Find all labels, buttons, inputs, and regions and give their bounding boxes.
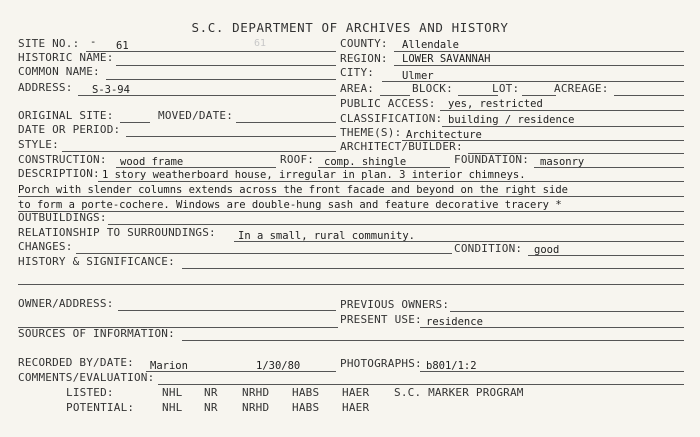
classification-label: CLASSIFICATION: xyxy=(340,112,443,125)
description-rule-2 xyxy=(18,196,684,197)
original-site-line xyxy=(120,122,150,123)
owner-address-label: OWNER/ADDRESS: xyxy=(18,297,114,310)
previous-owners-label: PREVIOUS OWNERS: xyxy=(340,298,450,311)
relationship-value: In a small, rural community. xyxy=(238,230,416,242)
address-label: ADDRESS: xyxy=(18,81,73,94)
site-no-prefix: - xyxy=(90,36,97,48)
description-rule-1 xyxy=(98,181,684,182)
site-no-pencil-note: 61 xyxy=(254,38,267,49)
county-line xyxy=(394,51,684,52)
roof-label: ROOF: xyxy=(280,153,315,166)
recorded-date-value: 1/30/80 xyxy=(256,360,301,372)
city-label: CITY: xyxy=(340,66,375,79)
site-no-line xyxy=(86,51,336,52)
condition-label: CONDITION: xyxy=(454,242,523,255)
description-label: DESCRIPTION: xyxy=(18,167,100,180)
listed-habs: HABS xyxy=(292,386,320,399)
address-value: S-3-94 xyxy=(92,84,130,96)
foundation-value: masonry xyxy=(540,156,585,168)
construction-value: wood frame xyxy=(120,156,184,168)
present-use-label: PRESENT USE: xyxy=(340,313,422,326)
block-label: BLOCK: xyxy=(412,82,453,95)
outbuildings-label: OUTBUILDINGS: xyxy=(18,211,107,224)
public-access-value: yes, restricted xyxy=(448,98,543,110)
original-site-label: ORIGINAL SITE: xyxy=(18,109,114,122)
photographs-label: PHOTOGRAPHS: xyxy=(340,357,422,370)
sources-line xyxy=(182,340,684,341)
themes-value: Architecture xyxy=(406,129,482,141)
history-label: HISTORY & SIGNIFICANCE: xyxy=(18,255,175,268)
listed-sc-marker: S.C. MARKER PROGRAM xyxy=(394,386,524,399)
description-line-3: to form a porte-cochere. Windows are double-hung sash and feature decorative tracery * xyxy=(18,199,562,211)
potential-habs: HABS xyxy=(292,401,320,414)
lot-label: LOT: xyxy=(492,82,520,95)
comments-line xyxy=(158,384,684,385)
card-title: S.C. DEPARTMENT OF ARCHIVES AND HISTORY xyxy=(191,20,509,35)
common-name-line xyxy=(106,79,336,80)
foundation-label: FOUNDATION: xyxy=(454,153,530,166)
public-access-line xyxy=(440,110,684,111)
description-rule-3 xyxy=(18,211,684,212)
photographs-line xyxy=(420,371,684,372)
date-or-period-line xyxy=(126,136,336,137)
recorded-by-label: RECORDED BY/DATE: xyxy=(18,356,134,369)
acreage-line xyxy=(614,95,684,96)
relationship-label: RELATIONSHIP TO SURROUNDINGS: xyxy=(18,226,216,239)
potential-nrhd: NRHD xyxy=(242,401,270,414)
acreage-label: ACREAGE: xyxy=(554,82,609,95)
site-no-value: 61 xyxy=(116,40,129,52)
comments-label: COMMENTS/EVALUATION: xyxy=(18,371,155,384)
listed-haer: HAER xyxy=(342,386,370,399)
history-line-2 xyxy=(18,284,684,285)
listed-nrhd: NRHD xyxy=(242,386,270,399)
foundation-line xyxy=(534,167,684,168)
region-line xyxy=(394,65,684,66)
present-use-value: residence xyxy=(426,316,483,328)
changes-label: CHANGES: xyxy=(18,240,73,253)
recorded-by-value: Marion xyxy=(150,360,188,372)
construction-label: CONSTRUCTION: xyxy=(18,153,107,166)
region-label: REGION: xyxy=(340,52,388,65)
historic-name-line xyxy=(116,65,336,66)
block-line xyxy=(458,95,498,96)
listed-nhl: NHL xyxy=(162,386,183,399)
changes-line xyxy=(76,253,452,254)
classification-line xyxy=(442,126,684,127)
city-value: Ulmer xyxy=(402,70,434,82)
description-line-1: 1 story weatherboard house, irregular in plan. 3 interior chimneys. xyxy=(102,169,526,181)
county-value: Allendale xyxy=(402,39,459,51)
site-no-label: SITE NO.: xyxy=(18,37,80,50)
moved-date-line xyxy=(236,122,336,123)
area-label: AREA: xyxy=(340,82,375,95)
potential-nhl: NHL xyxy=(162,401,183,414)
condition-value: good xyxy=(534,244,560,256)
recorded-by-line xyxy=(146,371,336,372)
present-use-line xyxy=(420,327,684,328)
outbuildings-line xyxy=(108,224,684,225)
area-line xyxy=(380,95,410,96)
region-value: LOWER SAVANNAH xyxy=(402,53,491,65)
classification-value: building / residence xyxy=(448,114,575,126)
date-or-period-label: DATE OR PERIOD: xyxy=(18,123,121,136)
photographs-value: b801/1:2 xyxy=(426,360,477,372)
moved-date-label: MOVED/DATE: xyxy=(158,109,234,122)
condition-line xyxy=(528,255,684,256)
historic-name-label: HISTORIC NAME: xyxy=(18,51,114,64)
owner-address-line xyxy=(118,310,336,311)
construction-line xyxy=(116,167,276,168)
common-name-label: COMMON NAME: xyxy=(18,65,100,78)
roof-value: comp. shingle xyxy=(324,156,407,168)
listed-label: LISTED: xyxy=(66,386,114,399)
roof-line xyxy=(318,167,450,168)
county-label: COUNTY: xyxy=(340,37,388,50)
address-line xyxy=(78,95,336,96)
potential-nr: NR xyxy=(204,401,218,414)
lot-line xyxy=(522,95,556,96)
architect-builder-label: ARCHITECT/BUILDER: xyxy=(340,140,463,153)
style-label: STYLE: xyxy=(18,138,59,151)
style-line xyxy=(62,151,336,152)
themes-label: THEME(S): xyxy=(340,126,402,139)
description-line-2: Porch with slender columns extends across the front facade and beyond on the right side xyxy=(18,184,568,196)
previous-owners-line xyxy=(450,311,684,312)
potential-label: POTENTIAL: xyxy=(66,401,135,414)
potential-haer: HAER xyxy=(342,401,370,414)
sources-label: SOURCES OF INFORMATION: xyxy=(18,327,175,340)
history-line-1 xyxy=(182,268,684,269)
listed-nr: NR xyxy=(204,386,218,399)
public-access-label: PUBLIC ACCESS: xyxy=(340,97,436,110)
